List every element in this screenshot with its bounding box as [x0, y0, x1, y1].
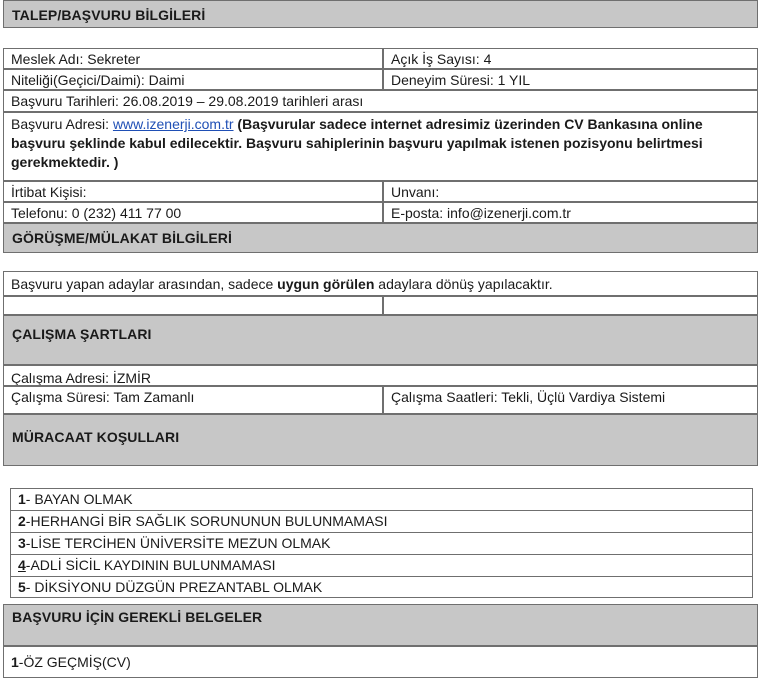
list-item: 1- BAYAN OLMAK [11, 489, 752, 511]
irtibat-kisisi: İrtibat Kişisi: [3, 181, 383, 202]
calisma-adresi: Çalışma Adresi: İZMİR [3, 365, 758, 386]
meslek-adi: Meslek Adı: Sekreter [3, 48, 383, 69]
section-header-calisma [3, 315, 758, 365]
telefonu: Telefonu: 0 (232) 411 77 00 [3, 202, 383, 223]
list-item: 3-LİSE TERCİHEN ÜNİVERSİTE MEZUN OLMAK [11, 533, 752, 555]
calisma-saatleri: Çalışma Saatleri: Tekli, Üçlü Vardiya Sistemi [383, 386, 758, 414]
basvuru-adresi-label: Başvuru Adresi: [11, 116, 113, 132]
section-title: BAŞVURU İÇİN GEREKLİ BELGELER [12, 609, 263, 625]
basvuru-adresi [3, 112, 758, 181]
section-header-gorusme [3, 223, 758, 253]
section-title: GÖRÜŞME/MÜLAKAT BİLGİLERİ [12, 230, 233, 246]
section-header-talep [3, 0, 758, 28]
unvani: Unvanı: [383, 181, 758, 202]
deneyim-suresi: Deneyim Süresi: 1 YIL [383, 69, 758, 90]
niteligi: Niteliği(Geçici/Daimi): Daimi [3, 69, 383, 90]
muracaat-wrapper [3, 466, 758, 604]
list-item: 2-HERHANGİ BİR SAĞLIK SORUNUNUN BULUNMAMASI [11, 511, 752, 533]
belge-item: 1-ÖZ GEÇMİŞ(CV) [3, 646, 758, 678]
list-item: 5- DİKSİYONU DÜZGÜN PREZANTABL OLMAK [18, 579, 323, 595]
muracaat-list [10, 488, 753, 598]
acik-is-sayisi: Açık İş Sayısı: 4 [383, 48, 758, 69]
empty-cell [383, 296, 758, 315]
section-header-muracaat [3, 414, 758, 466]
list-item: 4-ADLİ SİCİL KAYDININ BULUNMAMASI [11, 555, 752, 577]
website-link[interactable]: www.izenerji.com.tr [112, 116, 234, 132]
basvuru-tarihleri: Başvuru Tarihleri: 26.08.2019 – 29.08.2019 tarihleri arası [3, 90, 758, 112]
empty-cell [3, 296, 383, 315]
section-title: TALEP/BAŞVURU BİLGİLERİ [12, 7, 206, 23]
section-title: ÇALIŞMA ŞARTLARI [12, 326, 152, 342]
spacer-row [3, 28, 758, 48]
gorusme-text: Başvuru yapan adaylar arasından, sadece uygun görülen adaylara dönüş yapılacaktır. [3, 271, 758, 296]
section-header-belgeler [3, 604, 758, 646]
basvuru-note: (Başvurular sadece internet adresimiz üzerinden CV Bankasına online başvuru şeklinde kabul edilecektir. Başvuru sahiplerinin başvuru yapılmak istenen pozisyonu belirtmesi gerekmektedir. ) [11, 116, 703, 170]
e-posta: E-posta: info@izenerji.com.tr [383, 202, 758, 223]
spacer-row [3, 253, 758, 271]
calisma-suresi: Çalışma Süresi: Tam Zamanlı [3, 386, 383, 414]
uygun-gorulen: uygun görülen [277, 276, 375, 292]
section-title: MÜRACAAT KOŞULLARI [12, 429, 180, 445]
